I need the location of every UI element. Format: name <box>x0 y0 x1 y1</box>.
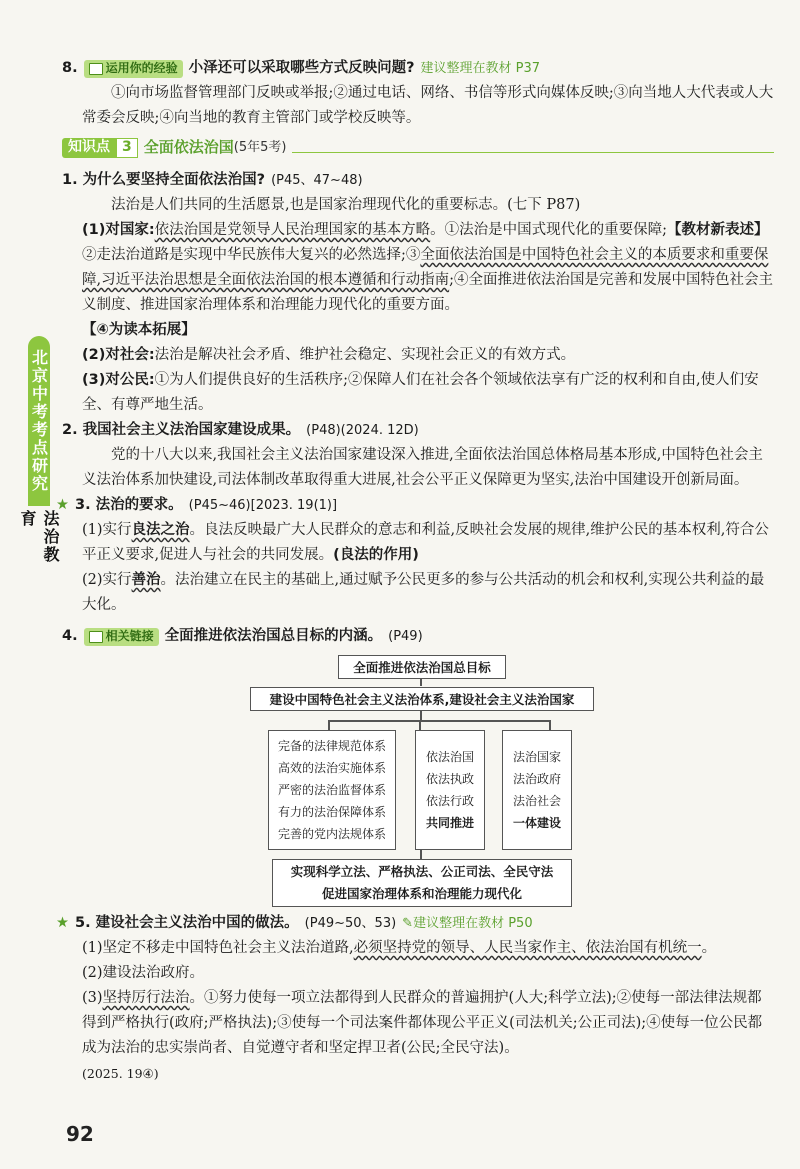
content <box>56 56 774 1086</box>
s1-national-text-e: ;④全面推进依法治国是完善和发展中国特色社会主义制度、推进国家治理体系和治理能力现代化的重要方面。 <box>82 272 773 313</box>
s5-p2: (2)建设法治政府。 <box>82 965 205 981</box>
diagram-mid-item: 依法治国 <box>425 750 474 764</box>
s1-title: 1. 为什么要坚持全面依法治国? <box>62 172 266 188</box>
s5-p3-text: 。①努力使每一项立法都得到人民群众的普遍拥护(人大;科学立法);②使每一部法律法规都得到严格执行(政府;严格执法);③使每一个司法案件都体现公平正义(司法机关;公正司法);④使每一位公民都成为法治的忠实崇尚者、自觉遵守者和坚定捍卫者(公民;全民守法)。 <box>82 990 763 1056</box>
s5-p3-pre: (3) <box>82 990 103 1006</box>
s5-p1-key: 必须坚持党的领导、人民当家作主、依法治国有机统一 <box>353 940 702 956</box>
diagram-connector <box>420 849 422 859</box>
q8-hint: 建议整理在教材 P37 <box>420 61 541 76</box>
s3-good-law <box>82 518 774 568</box>
diagram-connector <box>328 720 330 730</box>
s3-good-governance-key: 善治 <box>131 572 161 588</box>
s1-ref: (P45、47~48) <box>271 173 363 188</box>
s5-ref: (P49~50、53) <box>304 916 397 931</box>
s2-ref: (P48)(2024. 12D) <box>306 423 419 438</box>
s1-intro: 法治是人们共同的生活愿景,也是国家治理现代化的重要标志。(七下 P87) <box>111 197 581 213</box>
s1-national-key2: 全面依法治国是中国特色社会主义的本质要求和重要保障,习近平法治思想是全面依法治国的根本遵循和行动指南 <box>82 247 769 288</box>
s2-heading <box>62 418 774 443</box>
s4-title: 全面推进依法治国总目标的内涵。 <box>164 628 383 644</box>
s3-p1-pre: (1)实行 <box>82 522 132 538</box>
s1-national-text-c: ②走法治道路是实现中华民族伟大复兴的必然选择;③ <box>82 247 421 263</box>
s2-title: 2. 我国社会主义法治国家建设成果。 <box>62 422 301 438</box>
q8-tag <box>84 60 183 78</box>
diagram-right-bold: 一体建设 <box>512 816 561 830</box>
s1-new-expression: 【教材新表述】 <box>667 222 769 238</box>
kp-label: 知识点 <box>62 138 116 158</box>
s1-citizen <box>82 368 774 418</box>
diagram-left-item: 严密的法治监督体系 <box>277 783 386 797</box>
s1-society-label: (2)对社会: <box>82 347 155 363</box>
diagram-left-item: 完备的法律规范体系 <box>277 739 386 753</box>
s4-tag <box>84 628 159 646</box>
s3-p2-text: 。法治建立在民主的基础上,通过赋予公民更多的参与公共活动的机会和权利,实现公共利益的最大化。 <box>82 572 765 613</box>
s3-ref: (P45~46)[2023. 19(1)] <box>188 498 338 513</box>
diagram-connector <box>420 678 422 686</box>
diagram-right-box <box>502 730 572 850</box>
star-icon: ★ <box>56 497 69 513</box>
kp-meta: (5年5考) <box>233 140 287 155</box>
q8-tag-label: 运用你的经验 <box>105 61 178 75</box>
s5-hint <box>402 911 532 936</box>
sidebar-book-title: 北京中考考点研究 <box>28 336 50 506</box>
book-icon <box>89 631 103 643</box>
s4-number: 4. <box>62 628 78 644</box>
s3-good-governance <box>82 568 774 618</box>
s1-national-key: 依法治国是党领导人民治理国家的基本方略 <box>154 222 431 238</box>
diagram-mid-bold: 共同推进 <box>425 816 474 830</box>
diagram-right-item: 法治国家 <box>512 750 561 764</box>
s5-hint-text: 建议整理在教材 P50 <box>413 916 533 931</box>
pencil-icon: ✎ <box>402 916 414 931</box>
diagram-left-item: 完善的党内法规体系 <box>277 827 386 841</box>
diagram-bottom-line1: 实现科学立法、严格执法、公正司法、全民守法 <box>290 864 554 879</box>
kp-rule <box>292 142 774 153</box>
diagram-bottom <box>272 859 572 907</box>
s3-p2-pre: (2)实行 <box>82 572 132 588</box>
s3-good-law-key: 良法之治 <box>131 522 190 538</box>
s3-p1-text: 。良法反映最广大人民群众的意志和利益,反映社会发展的规律,维护公民的基本权利,符合公平正义要求,促进人与社会的共同发展。 <box>82 522 769 563</box>
diagram-top: 全面推进依法治国总目标 <box>338 655 506 679</box>
s3-title: 3. 法治的要求。 <box>75 497 183 513</box>
q8-heading <box>62 56 774 81</box>
s5-p3 <box>82 986 774 1061</box>
s5-p3-key: 坚持厉行法治 <box>102 990 190 1006</box>
s4-heading <box>62 624 774 649</box>
q8-number: 8. <box>62 60 78 76</box>
knowledge-point-header <box>62 135 774 160</box>
s1-society <box>82 343 774 368</box>
diagram-second: 建设中国特色社会主义法治体系,建设社会主义法治国家 <box>250 687 594 711</box>
star-icon: ★ <box>56 915 69 931</box>
s1-heading <box>62 168 774 193</box>
s5-p3-ref: (2025. 19④) <box>82 1066 159 1081</box>
q8-question: 小泽还可以采取哪些方式反映问题? <box>188 60 415 76</box>
s4-ref: (P49) <box>388 629 423 644</box>
diagram-connector <box>549 720 551 730</box>
kp-title: 全面依法治国 <box>143 138 234 156</box>
diagram-connector <box>419 720 421 730</box>
s1-extension-note: 【④为读本拓展】 <box>82 322 196 338</box>
s1-national-label: (1)对国家: <box>82 222 155 238</box>
diagram-left-item: 高效的法治实施体系 <box>277 761 386 775</box>
s1-citizen-label: (3)对公民: <box>82 372 155 388</box>
diagram-left-box <box>268 730 396 850</box>
diagram-connector <box>328 720 550 722</box>
kp-number: 3 <box>116 138 138 158</box>
diagram-connector <box>420 710 422 720</box>
page-number: 92 <box>66 1122 94 1146</box>
s5-p1 <box>82 936 774 961</box>
book-icon <box>89 63 103 75</box>
diagram-mid-item: 依法行政 <box>425 794 474 808</box>
s5-p1-end: 。 <box>701 940 717 956</box>
diagram-bottom-line2: 促进国家治理体系和治理能力现代化 <box>321 886 522 901</box>
diagram-mid-box <box>415 730 485 850</box>
diagram-right-item: 法治政府 <box>512 772 561 786</box>
s3-heading <box>56 493 774 518</box>
diagram-right-item: 法治社会 <box>512 794 561 808</box>
s1-citizen-text: ①为人们提供良好的生活秩序;②保障人们在社会各个领域依法享有广泛的权利和自由,使人们安全、有尊严地生活。 <box>82 372 759 413</box>
diagram-left-item: 有力的法治保障体系 <box>277 805 386 819</box>
s1-national-text-b: 。①法治是中国式现代化的重要保障; <box>430 222 668 238</box>
s5-heading <box>56 911 774 936</box>
s2-text: 党的十八大以来,我国社会主义法治国家建设深入推进,全面依法治国总体格局基本形成,中国特色社会主义法治体系加快建设,司法体制改革取得重大进展,社会公平正义保障更为坚实,法治中国建设开创新局面。 <box>82 447 763 488</box>
q8-answer: ①向市场监督管理部门反映或举报;②通过电话、网络、书信等形式向媒体反映;③向当地人大代表或人大常委会反映;④向当地的教育主管部门或学校反映等。 <box>82 85 774 126</box>
s3-p1-note: (良法的作用) <box>333 547 419 563</box>
s4-tag-label: 相关链接 <box>105 629 154 643</box>
sidebar-subject: 法治教育 <box>18 510 60 564</box>
goal-diagram <box>62 651 774 909</box>
s1-society-text: 法治是解决社会矛盾、维护社会稳定、实现社会正义的有效方式。 <box>154 347 576 363</box>
s5-p1-pre: (1)坚定不移走中国特色社会主义法治道路, <box>82 940 354 956</box>
s1-national <box>82 218 774 318</box>
diagram-mid-item: 依法执政 <box>425 772 474 786</box>
s5-title: 5. 建设社会主义法治中国的做法。 <box>75 915 299 931</box>
